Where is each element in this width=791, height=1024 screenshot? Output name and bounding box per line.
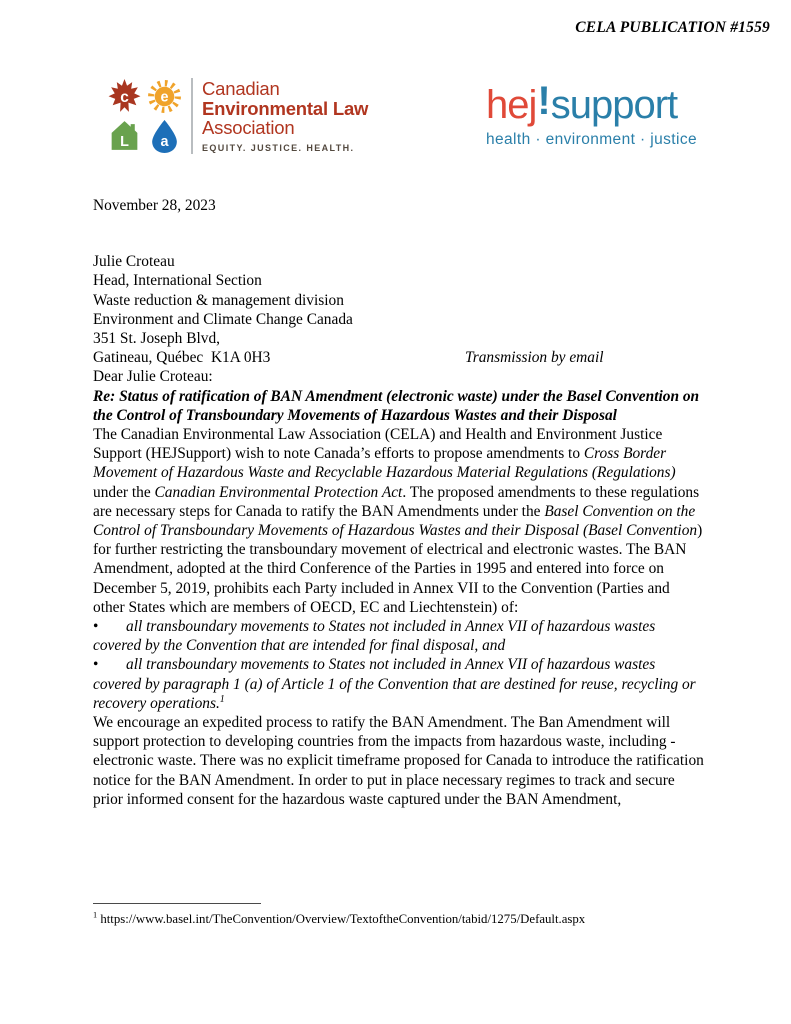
cela-logo-tiles [106, 78, 183, 155]
recipient-line: Gatineau, Québec K1A 0H3 [93, 349, 271, 367]
hej-support-wordmark [486, 79, 697, 127]
recipient-line: Head, International Section [93, 272, 262, 290]
recipient-line: Julie Croteau [93, 253, 175, 271]
footnote-text: $^1$ https://www.basel.int/TheConvention/Overview/TextoftheConvention/tabid/1275/Default.aspx [93, 910, 586, 926]
cela-tile-letter: a [160, 133, 169, 150]
publication-tag: CELA PUBLICATION #1559 [575, 19, 770, 36]
hej-support-tagline: health · environment · justice [486, 131, 698, 148]
cela-tile-letter: e [160, 89, 169, 106]
letter-date: November 28, 2023 [93, 197, 216, 214]
bullet-marker: • [93, 656, 99, 674]
letter-body [93, 196, 705, 809]
cela-tile-letter: L [120, 133, 129, 150]
subject-line: Re: Status of ratification of BAN Amendment (electronic waste) under the Basel Convention on the Control of Transboundary Movements of Hazardous Wastes and their Disposal [93, 387, 700, 424]
cela-tagline: EQUITY. JUSTICE. HEALTH. [202, 142, 355, 153]
water-drop-icon [146, 118, 183, 155]
maple-leaf-icon [106, 78, 143, 115]
cela-name-line1: Canadian [202, 78, 280, 99]
salutation: Dear Julie Croteau: [93, 368, 213, 386]
recipient-line-with-note [93, 348, 705, 367]
hej-exclamation: ! [537, 79, 550, 123]
cela-tile-letter: c [120, 89, 129, 107]
bullet-marker: • [93, 618, 99, 636]
hej-wordpart-red: hej [486, 83, 537, 127]
cela-name-line3: Association [202, 117, 295, 138]
cela-name-line2: Environmental Law [202, 97, 369, 119]
bullet-text: all transboundary movements to States not included in Annex VII of hazardous wastes covered by paragraph 1 (a) of Article 1 of the Convention that are destined for reuse, recycling or recovery operations.$^1$ [93, 656, 696, 712]
cela-logo-text [202, 78, 368, 153]
bullet-item-2 [93, 655, 705, 713]
footnote-separator [93, 903, 261, 904]
transmission-note: Transmission by email [465, 349, 604, 367]
house-icon [106, 118, 143, 155]
cela-logo-divider [191, 78, 193, 154]
hej-wordpart-blue: support [550, 83, 678, 127]
bullet-item-1 [93, 617, 705, 655]
recipient-address-block [93, 252, 705, 367]
recipient-line: 351 St. Joseph Blvd, [93, 330, 220, 348]
sun-icon [146, 78, 183, 115]
hej-support-logo [486, 79, 698, 149]
recipient-line: Environment and Climate Change Canada [93, 310, 353, 328]
cela-logo [106, 78, 368, 155]
footnote-area [93, 903, 705, 927]
bullet-text: all transboundary movements to States not included in Annex VII of hazardous wastes covered by the Convention that are intended for final disposal, and [93, 618, 656, 655]
body-paragraph-2: We encourage an expedited process to ratify the BAN Amendment. The Ban Amendment will support protection to developing countries from the impacts from hazardous waste, including - electronic waste. There was no explicit timeframe proposed for Canada to introduce the ratification notice for the BAN Amendment. In order to put in place necessary regimes to track and secure prior informed consent for the hazardous waste captured under the BAN Amendment, [93, 714, 704, 808]
body-paragraph-1: The Canadian Environmental Law Association (CELA) and Health and Environment Justice Support (HEJSupport) wish to note Canada’s efforts to propose amendments to Cross Border Movement of Hazardous Waste and Recyclable Hazardous Material Regulations (Regulations) under the Canadian Environmental Protection Act. The proposed amendments to these regulations are necessary steps for Canada to ratify the BAN Amendments under the Basel Convention on the Control of Transboundary Movements of Hazardous Wastes and their Disposal (Basel Convention) for further restricting the transboundary movement of electrical and electronic wastes. The BAN Amendment, adopted at the third Conference of the Parties in 1995 and entered into force on December 5, 2019, prohibits each Party included in Annex VII to the Convention (Parties and other States which are members of OECD, EC and Liechtenstein) of: [93, 426, 703, 616]
recipient-line: Waste reduction & management division [93, 291, 344, 309]
